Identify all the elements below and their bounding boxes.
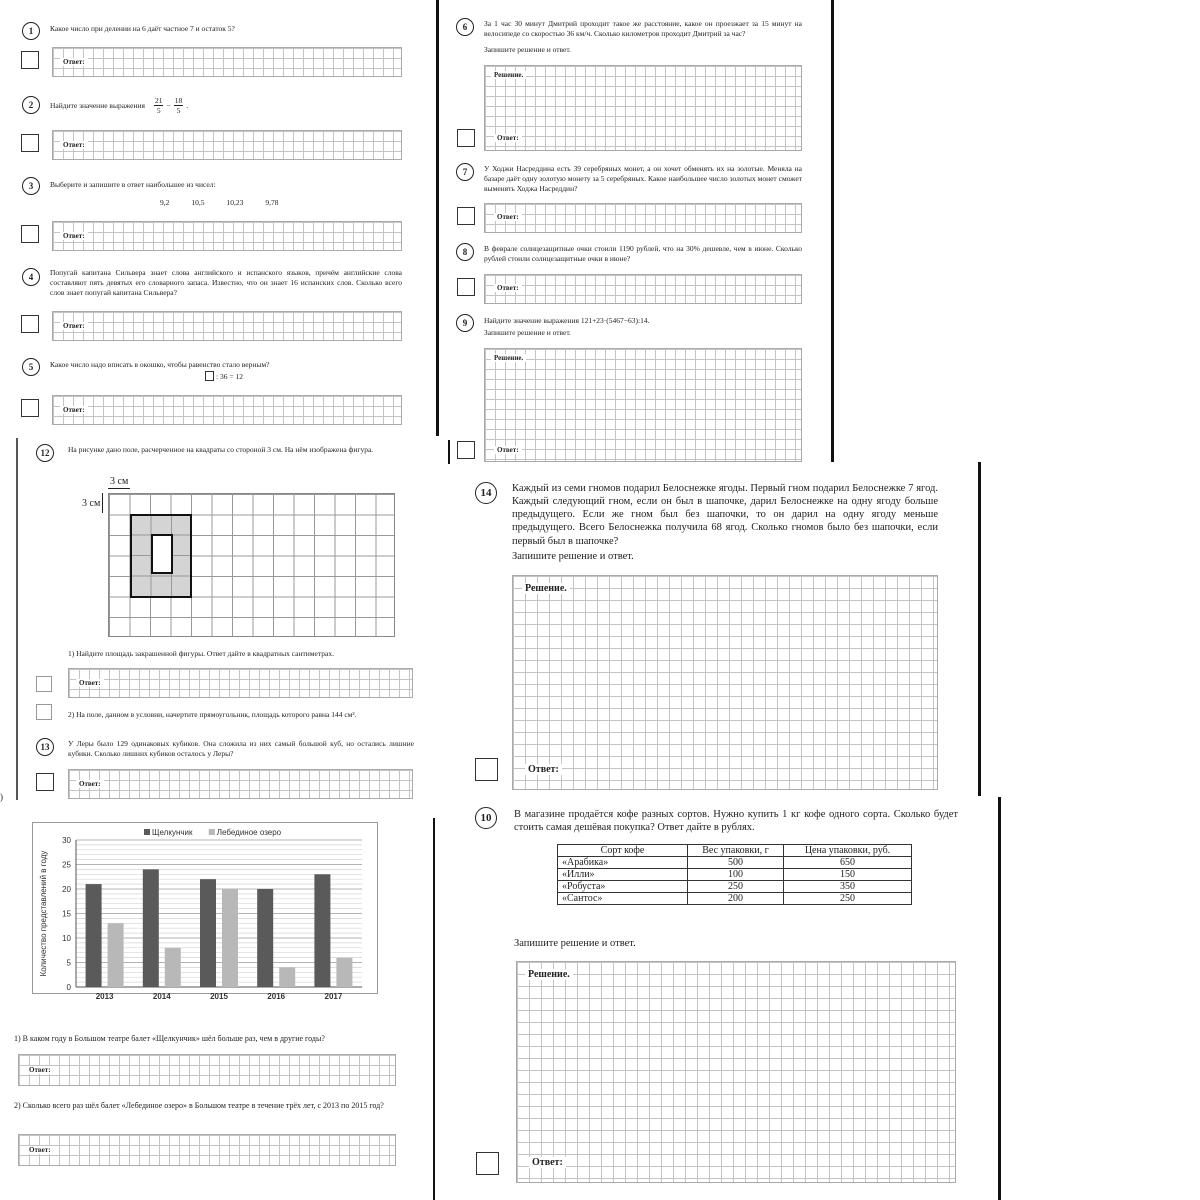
- coffee-table: [557, 844, 912, 905]
- task-number: 2: [22, 96, 40, 114]
- answer-label: Ответ:: [60, 322, 88, 330]
- instruction: Запишите решение и ответ.: [512, 551, 634, 562]
- answer-checkbox[interactable]: [475, 758, 498, 781]
- task-number: 7: [456, 163, 474, 181]
- task-text: В магазине продаётся кофе разных сортов. Нужно купить 1 кг кофе одного сорта. Сколько будет стоить самая дешёвая покупка? Ответ дайте в рублях.: [514, 809, 958, 834]
- task-number: 10: [475, 807, 497, 829]
- answer-grid[interactable]: [18, 1054, 396, 1086]
- answer-checkbox[interactable]: [21, 225, 39, 243]
- equation: [205, 371, 243, 381]
- answer-label: Ответ:: [26, 1146, 54, 1154]
- panel-chart-task: [0, 818, 436, 1200]
- choice-value: 10,23: [226, 198, 244, 207]
- y-tick-label: 15: [62, 909, 71, 919]
- answer-grid[interactable]: [68, 668, 413, 698]
- solution-grid[interactable]: [512, 575, 938, 790]
- subtask-text: 2) На поле, данном в условии, начертите прямоугольник, площадь которого равна 144 см².: [68, 710, 357, 719]
- task-number: 9: [456, 314, 474, 332]
- answer-grid[interactable]: [52, 395, 402, 425]
- answer-checkbox[interactable]: [457, 441, 475, 459]
- panel-divider: [16, 438, 18, 800]
- fraction-denominator: 5: [176, 106, 181, 115]
- task-text-main: Найдите значение выражения: [50, 100, 145, 110]
- answer-checkbox[interactable]: [21, 399, 39, 417]
- task-number: 3: [22, 177, 40, 195]
- task-text: У Ходжи Насреддина есть 39 серебряных монет, а он хочет обменять их на золотые. Меняла на базаре даёт одну золотую монету за 5 серебряных. Какое наибольшее число золотых монет сможет выменять Ходжа Насреддин?: [484, 164, 802, 193]
- y-tick-label: 10: [62, 934, 71, 943]
- table-cell: 200: [688, 893, 784, 905]
- x-tick-label: 2015: [210, 992, 228, 1001]
- panel-tasks-12-13: [16, 436, 434, 818]
- solution-label: Решение.: [525, 969, 573, 980]
- figure-hole: [151, 534, 173, 574]
- stray-mark: ): [0, 792, 3, 802]
- minus-sign: −: [166, 100, 171, 110]
- x-tick-label: 2014: [152, 992, 171, 1001]
- answer-grid[interactable]: [484, 203, 802, 233]
- panel-tasks-6-9: [446, 0, 830, 462]
- bar: [200, 879, 216, 987]
- x-tick-label: 2013: [95, 992, 114, 1001]
- answer-checkbox[interactable]: [21, 51, 39, 69]
- table-row: [558, 869, 912, 881]
- bar: [222, 889, 238, 987]
- task-text: У Леры было 129 одинаковых кубиков. Она сложила из них самый большой куб, но остались лишние кубики. Сколько лишних кубиков осталось у Леры?: [68, 739, 414, 758]
- task-text: [50, 96, 410, 115]
- fraction-numerator: 21: [154, 96, 163, 105]
- instruction: Запишите решение и ответ.: [484, 328, 571, 337]
- fraction-denominator: 5: [156, 106, 161, 115]
- dimension-arrow-horizontal: [108, 488, 130, 489]
- answer-grid[interactable]: [484, 274, 802, 304]
- answer-label: Ответ:: [60, 141, 88, 149]
- bar: [143, 869, 159, 987]
- subtask-text: 1) Найдите площадь закрашенной фигуры. Ответ дайте в квадратных сантиметрах.: [68, 649, 334, 658]
- chart-question: 1) В каком году в Большом театре балет «Щелкунчик» шёл больше раз, чем в другие годы?: [14, 1034, 325, 1043]
- answer-label: Ответ:: [525, 764, 562, 775]
- y-axis-label: Количество представлений в году: [39, 850, 48, 977]
- task-number: 8: [456, 243, 474, 261]
- answer-checkbox[interactable]: [36, 704, 52, 720]
- blank-box[interactable]: [205, 371, 214, 381]
- bar: [314, 874, 330, 987]
- answer-grid[interactable]: [68, 769, 413, 799]
- panel-divider: [831, 0, 834, 462]
- legend-swatch: [209, 829, 215, 835]
- instruction: Запишите решение и ответ.: [484, 45, 571, 54]
- y-tick-label: 25: [62, 860, 71, 870]
- panel-divider: [436, 0, 439, 436]
- bar: [336, 958, 352, 987]
- table-row: [558, 857, 912, 869]
- answer-label: Ответ:: [76, 780, 104, 788]
- answer-checkbox[interactable]: [36, 676, 52, 692]
- panel-divider: [433, 818, 435, 1200]
- table-cell: «Сантос»: [558, 893, 688, 905]
- dimension-label-vertical: 3 см: [82, 498, 101, 509]
- table-cell: 350: [784, 881, 912, 893]
- y-tick-label: 20: [62, 885, 71, 894]
- answer-label: Ответ:: [26, 1066, 54, 1074]
- column-header: Цена упаковки, руб.: [784, 845, 912, 857]
- column-header: Вес упаковки, г: [688, 845, 784, 857]
- choice-value: 9,2: [160, 198, 170, 207]
- table-cell: 250: [688, 881, 784, 893]
- answer-label: Ответ:: [60, 232, 88, 240]
- panel-divider: [998, 797, 1001, 1200]
- task-number: 5: [22, 358, 40, 376]
- fraction: [174, 96, 184, 115]
- answer-label: Ответ:: [494, 134, 522, 142]
- answer-grid[interactable]: [52, 311, 402, 341]
- table-cell: 250: [784, 893, 912, 905]
- task-number: 14: [475, 482, 497, 504]
- task-text: Попугай капитана Сильвера знает слова английского и испанского языков, причём английские слова составляют пять девятых его словарного запаса. Известно, что он знает 16 испанских слов. Сколько всего слов знает попугай капитана Сильвера?: [50, 268, 402, 297]
- task-number: 12: [36, 444, 54, 462]
- solution-label: Решение.: [491, 71, 526, 79]
- bar-chart: [32, 822, 378, 1001]
- panel-task-14: [455, 462, 977, 797]
- solution-grid[interactable]: [484, 348, 802, 462]
- y-tick-label: 30: [62, 836, 71, 845]
- panel-divider: [978, 462, 981, 796]
- answer-label: Ответ:: [494, 213, 522, 221]
- task-text: В феврале солнцезащитные очки стоили 1190 рублей, что на 30% дешевле, чем в июне. Сколько рублей стоили солнцезащитные очки в июне?: [484, 244, 802, 263]
- answer-label: Ответ:: [494, 284, 522, 292]
- task-number: 4: [22, 268, 40, 286]
- task-number: 6: [456, 18, 474, 36]
- answer-checkbox[interactable]: [21, 315, 39, 333]
- answer-grid[interactable]: [52, 47, 402, 77]
- dimension-arrow-vertical: [102, 493, 103, 513]
- answer-grid[interactable]: [18, 1134, 396, 1166]
- solution-grid[interactable]: [516, 961, 956, 1183]
- answer-checkbox[interactable]: [21, 134, 39, 152]
- chart-question: 2) Сколько всего раз шёл балет «Лебединое озеро» в Большом театре в течение трёх лет, с 2013 по 2015 год?: [14, 1101, 384, 1110]
- task-text: За 1 час 30 минут Дмитрий проходит такое же расстояние, какое он проезжает за 15 минут на велосипеде со скоростью 36 км/ч. Сколько километров проходит Дмитрий за час?: [484, 19, 802, 38]
- panel-divider: [448, 440, 450, 464]
- answer-label: Ответ:: [60, 406, 88, 414]
- answer-label: Ответ:: [76, 679, 104, 687]
- table-row: [558, 893, 912, 905]
- answer-checkbox[interactable]: [476, 1152, 499, 1175]
- answer-grid[interactable]: [52, 130, 402, 160]
- fraction: [154, 96, 164, 115]
- solution-label: Решение.: [522, 583, 570, 594]
- legend-swatch: [144, 829, 150, 835]
- table-header-row: [558, 845, 912, 857]
- x-tick-label: 2017: [324, 992, 343, 1001]
- answer-label: Ответ:: [60, 58, 88, 66]
- period: .: [186, 100, 189, 110]
- choice-value: 9,78: [265, 198, 279, 207]
- table-cell: 100: [688, 869, 784, 881]
- instruction: Запишите решение и ответ.: [514, 938, 636, 949]
- number-choices: [160, 198, 279, 207]
- bar: [108, 923, 124, 987]
- answer-label: Ответ:: [494, 446, 522, 454]
- solution-label: Решение.: [491, 354, 526, 362]
- legend-label: Щелкунчик: [152, 828, 193, 837]
- dimension-label-horizontal: 3 см: [110, 476, 129, 487]
- answer-label: Ответ:: [529, 1157, 566, 1168]
- equation-text: : 36 = 12: [216, 371, 243, 381]
- bar: [165, 948, 181, 987]
- column-header: Сорт кофе: [558, 845, 688, 857]
- table-cell: 650: [784, 857, 912, 869]
- bar: [86, 884, 102, 987]
- task-text: Какое число при делении на 6 даёт частное 7 и остаток 5?: [50, 24, 235, 33]
- table-row: [558, 881, 912, 893]
- bar: [257, 889, 273, 987]
- table-cell: 500: [688, 857, 784, 869]
- task-number: 13: [36, 738, 54, 756]
- task-number: 1: [22, 22, 40, 40]
- answer-checkbox[interactable]: [457, 278, 475, 296]
- table-cell: «Робуста»: [558, 881, 688, 893]
- bar: [279, 967, 295, 987]
- task-text: Каждый из семи гномов подарил Белоснежке ягоды. Первый гном подарил Белоснежке 7 ягод. Каждый следующий гном, если он был в шапочке, дарил Белоснежке на одну ягоду больше предыдущего. Если же гном был без шапочки, то он дарил на одну ягоду меньше предыдущего. Всего Белоснежка получила 68 ягод. Сколько гномов было без шапочки, если первый был в шапочке?: [512, 483, 938, 547]
- fraction-numerator: 18: [174, 96, 183, 105]
- legend-label: Лебединое озеро: [216, 828, 282, 837]
- y-tick-label: 0: [66, 983, 71, 992]
- task-text: Найдите значение выражения 121+23·(5467−63):14.: [484, 316, 650, 325]
- table-cell: «Арабика»: [558, 857, 688, 869]
- answer-checkbox[interactable]: [457, 207, 475, 225]
- solution-grid[interactable]: [484, 65, 802, 151]
- task-text: На рисунке дано поле, расчерченное на квадраты со стороной 3 см. На нём изображена фигура.: [68, 445, 374, 454]
- answer-checkbox[interactable]: [36, 773, 54, 791]
- panel-task-10: [453, 797, 998, 1200]
- panel-tasks-1-5: [0, 0, 436, 436]
- task-text: Какое число надо вписать в окошко, чтобы равенство стало верным?: [50, 360, 270, 369]
- answer-checkbox[interactable]: [457, 129, 475, 147]
- y-tick-label: 5: [66, 958, 71, 968]
- x-tick-label: 2016: [267, 992, 286, 1001]
- task-text: Выберите и запишите в ответ наибольшее из чисел:: [50, 180, 216, 189]
- choice-value: 10,5: [191, 198, 205, 207]
- table-cell: «Илли»: [558, 869, 688, 881]
- answer-grid[interactable]: [52, 221, 402, 251]
- table-cell: 150: [784, 869, 912, 881]
